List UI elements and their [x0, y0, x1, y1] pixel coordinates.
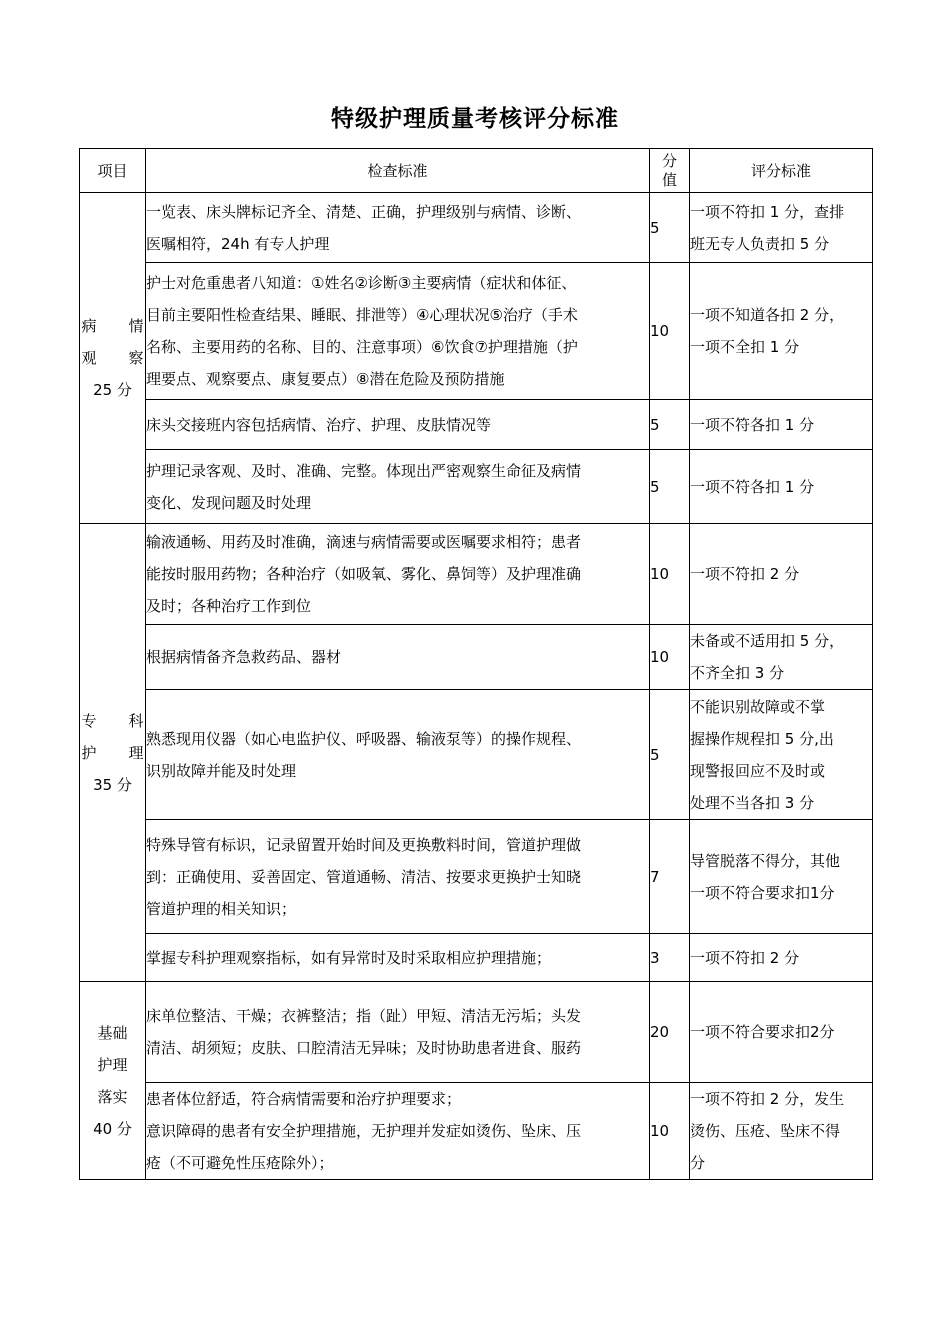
rule-line: 一项不知道各扣 2 分， — [690, 306, 845, 324]
rule-line: 一项不符扣 1 分，查排 — [690, 202, 845, 221]
rule-cell — [690, 982, 873, 1083]
rule-line: 烫伤、压疮、坠床不得 — [690, 1122, 841, 1140]
rule-line: 一项不符各扣 1 分 — [690, 415, 815, 434]
category-label: 25 分 — [93, 381, 132, 399]
rule-cell — [690, 263, 873, 400]
table-row — [80, 1083, 873, 1180]
table-header-row — [80, 149, 873, 193]
score-cell: 5 — [650, 690, 690, 820]
score-cell: 5 — [650, 450, 690, 524]
score-cell: 10 — [650, 524, 690, 625]
standard-line: 护理记录客观、及时、准确、完整。体现出严密观察生命征及病情 — [146, 461, 582, 480]
standard-line: 根据病情备齐急救药品、器材 — [146, 648, 342, 666]
rule-line: 一项不符合要求扣1分 — [690, 883, 835, 902]
category-label: 基础 — [97, 1023, 128, 1042]
rule-line: 处理不当各扣 3 分 — [690, 793, 815, 812]
standard-line: 疮（不可避免性压疮除外）； — [146, 1154, 334, 1172]
table-row — [80, 193, 873, 263]
standard-cell — [146, 193, 650, 263]
rule-line: 不齐全扣 3 分 — [690, 664, 785, 682]
standard-cell — [146, 1083, 650, 1180]
score-cell: 5 — [650, 193, 690, 263]
rule-cell — [690, 400, 873, 450]
table-body — [80, 193, 873, 1180]
rule-cell — [690, 1083, 873, 1180]
rule-line: 不能识别故障或不掌 — [690, 697, 826, 716]
table-row — [80, 625, 873, 690]
rule-line: 一项不全扣 1 分 — [690, 338, 800, 356]
scoring-table — [79, 148, 873, 1180]
standard-cell — [146, 450, 650, 524]
standard-line: 输液通畅、用药及时准确，滴速与病情需要或医嘱要求相符；患者 — [146, 533, 582, 551]
rule-line: 导管脱落不得分，其他 — [690, 851, 841, 870]
rule-cell — [690, 690, 873, 820]
rule-line: 一项不符合要求扣2分 — [690, 1023, 835, 1041]
standard-line: 一览表、床头牌标记齐全、清楚、正确，护理级别与病情、诊断、 — [146, 202, 582, 221]
rule-line: 一项不符扣 2 分 — [690, 948, 800, 967]
standard-cell — [146, 934, 650, 982]
standard-cell — [146, 263, 650, 400]
category-label: 护 理 — [81, 743, 144, 762]
header-score: 分值 — [650, 149, 690, 193]
table-row — [80, 934, 873, 982]
standard-line: 及时；各种治疗工作到位 — [146, 597, 312, 615]
standard-line: 医嘱相符，24h 有专人护理 — [146, 234, 330, 253]
rule-line: 未备或不适用扣 5 分， — [690, 632, 845, 650]
rule-line: 班无专人负责扣 5 分 — [690, 234, 830, 253]
table-row — [80, 690, 873, 820]
standard-line: 变化、发现问题及时处理 — [146, 493, 312, 512]
standard-line: 掌握专科护理观察指标，如有异常时及时采取相应护理措施； — [146, 948, 552, 967]
rule-line: 一项不符各扣 1 分 — [690, 477, 815, 496]
rule-cell — [690, 625, 873, 690]
category-label: 40 分 — [93, 1119, 132, 1138]
score-cell: 10 — [650, 1083, 690, 1180]
standard-cell — [146, 625, 650, 690]
table-row — [80, 524, 873, 625]
score-cell: 5 — [650, 400, 690, 450]
standard-line: 能按时服用药物；各种治疗（如吸氧、雾化、鼻饲等）及护理准确 — [146, 565, 582, 583]
header-standard: 检查标准 — [146, 149, 650, 193]
rule-line: 一项不符扣 2 分 — [690, 565, 800, 583]
table-row — [80, 400, 873, 450]
score-cell: 7 — [650, 820, 690, 934]
category-label: 35 分 — [93, 775, 132, 794]
standard-line: 到：正确使用、妥善固定、管道通畅、清洁、按要求更换护士知晓 — [146, 867, 582, 886]
category-cell — [80, 982, 146, 1180]
standard-line: 意识障碍的患者有安全护理措施，无护理并发症如烫伤、坠床、压 — [146, 1122, 582, 1140]
standard-line: 理要点、观察要点、康复要点）⑧潜在危险及预防措施 — [146, 370, 505, 388]
standard-cell — [146, 524, 650, 625]
table-row — [80, 263, 873, 400]
standard-line: 患者体位舒适，符合病情需要和治疗护理要求； — [146, 1090, 462, 1108]
rule-line: 握操作规程扣 5 分,出 — [690, 729, 834, 748]
table-row — [80, 450, 873, 524]
standard-line: 护士对危重患者八知道：①姓名②诊断③主要病情（症状和体征、 — [146, 274, 577, 292]
table-row — [80, 982, 873, 1083]
rule-cell — [690, 450, 873, 524]
standard-cell — [146, 820, 650, 934]
category-label: 病 情 — [81, 317, 144, 335]
page-title: 特级护理质量考核评分标准 — [331, 106, 619, 132]
standard-line: 熟悉现用仪器（如心电监护仪、呼吸器、输液泵等）的操作规程、 — [146, 729, 582, 748]
score-cell: 10 — [650, 263, 690, 400]
standard-cell — [146, 690, 650, 820]
standard-line: 床头交接班内容包括病情、治疗、护理、皮肤情况等 — [146, 415, 492, 434]
rule-cell — [690, 524, 873, 625]
category-cell — [80, 524, 146, 982]
rule-cell — [690, 934, 873, 982]
table-row — [80, 820, 873, 934]
standard-line: 清洁、胡须短；皮肤、口腔清洁无异味；及时协助患者进食、服药 — [146, 1039, 582, 1057]
rule-line: 分 — [690, 1154, 706, 1172]
standard-line: 床单位整洁、干燥；衣裤整洁；指（趾）甲短、清洁无污垢；头发 — [146, 1007, 582, 1025]
category-label: 观 察 — [81, 349, 144, 367]
standard-line: 特殊导管有标识，记录留置开始时间及更换敷料时间，管道护理做 — [146, 835, 582, 854]
standard-line: 名称、主要用药的名称、目的、注意事项）⑥饮食⑦护理措施（护 — [146, 338, 578, 356]
score-cell: 20 — [650, 982, 690, 1083]
rule-cell — [690, 193, 873, 263]
header-rule: 评分标准 — [690, 149, 873, 193]
rule-line: 一项不符扣 2 分，发生 — [690, 1090, 845, 1108]
rule-line: 现警报回应不及时或 — [690, 761, 826, 780]
category-cell — [80, 193, 146, 524]
standard-cell — [146, 982, 650, 1083]
header-item: 项目 — [80, 149, 146, 193]
standard-line: 管道护理的相关知识； — [146, 899, 297, 918]
rule-cell — [690, 820, 873, 934]
standard-line: 识别故障并能及时处理 — [146, 761, 297, 780]
standard-line: 目前主要阳性检查结果、睡眠、排泄等）④心理状况⑤治疗（手术 — [146, 306, 578, 324]
score-cell: 3 — [650, 934, 690, 982]
category-label: 护理 — [97, 1055, 128, 1074]
category-label: 专 科 — [81, 711, 144, 730]
category-label: 落实 — [97, 1087, 128, 1106]
standard-cell — [146, 400, 650, 450]
score-cell: 10 — [650, 625, 690, 690]
